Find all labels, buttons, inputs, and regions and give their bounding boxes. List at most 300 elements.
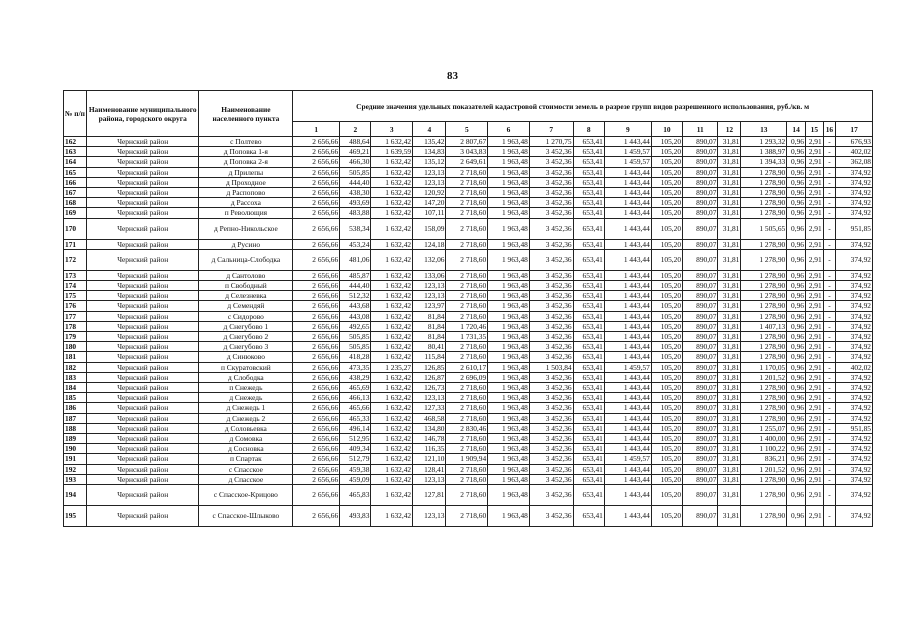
row-value-14: 0,96 [787,506,806,527]
row-number: 162 [64,137,87,147]
row-value-16: - [823,291,836,301]
row-value-10: 105,20 [651,137,682,147]
row-value-2: 512,95 [340,434,371,444]
row-value-17: 951,85 [836,423,873,433]
row-value-12: 31,81 [718,301,741,311]
row-value-5: 2 696,09 [446,372,488,382]
row-value-15: 2,91 [805,208,823,218]
row-value-3: 1 632,42 [371,454,413,464]
header-group-number: 4 [413,122,446,137]
row-number: 165 [64,167,87,177]
row-value-9: 1 459,57 [604,157,651,167]
row-value-11: 890,07 [683,239,718,249]
row-value-7: 3 452,36 [529,403,573,413]
table-row [64,413,873,423]
row-value-17: 362,08 [836,157,873,167]
header-group-number: 16 [823,122,836,137]
row-value-2: 409,34 [340,444,371,454]
row-settlement: д Проходное [199,177,293,187]
row-value-9: 1 443,44 [604,177,651,187]
row-value-5: 2 718,60 [446,188,488,198]
header-number: № п/п [64,91,87,137]
row-value-13: 1 278,90 [741,383,787,393]
row-district: Чернский район [86,218,199,239]
row-district: Чернский район [86,270,199,280]
row-value-11: 890,07 [683,249,718,270]
row-value-14: 0,96 [787,393,806,403]
row-value-10: 105,20 [651,301,682,311]
row-value-17: 374,92 [836,239,873,249]
row-value-14: 0,96 [787,177,806,187]
row-value-11: 890,07 [683,444,718,454]
row-value-4: 132,06 [413,249,446,270]
row-value-11: 890,07 [683,167,718,177]
row-value-4: 158,09 [413,218,446,239]
row-number: 182 [64,362,87,372]
row-value-6: 1 963,48 [488,177,530,187]
row-value-4: 115,84 [413,352,446,362]
row-settlement: д Семендяй [199,301,293,311]
row-value-7: 3 452,36 [529,321,573,331]
row-district: Чернский район [86,249,199,270]
row-number: 163 [64,147,87,157]
row-value-6: 1 963,48 [488,342,530,352]
row-value-3: 1 639,59 [371,147,413,157]
row-value-8: 653,41 [573,332,604,342]
row-value-9: 1 443,44 [604,464,651,474]
row-value-1: 2 656,66 [293,137,340,147]
row-value-12: 31,81 [718,281,741,291]
row-district: Чернский район [86,137,199,147]
row-value-14: 0,96 [787,157,806,167]
row-value-3: 1 632,42 [371,434,413,444]
row-value-11: 890,07 [683,352,718,362]
row-value-7: 3 452,36 [529,147,573,157]
row-value-6: 1 963,48 [488,270,530,280]
row-value-13: 1 278,90 [741,270,787,280]
row-value-17: 374,92 [836,454,873,464]
row-district: Чернский район [86,281,199,291]
header-group-number: 8 [573,122,604,137]
row-value-11: 890,07 [683,198,718,208]
row-value-17: 374,92 [836,198,873,208]
row-value-15: 2,91 [805,198,823,208]
row-value-5: 2 718,60 [446,464,488,474]
row-value-12: 31,81 [718,464,741,474]
row-district: Чернский район [86,464,199,474]
row-value-1: 2 656,66 [293,157,340,167]
row-value-15: 2,91 [805,157,823,167]
row-value-10: 105,20 [651,485,682,506]
row-value-15: 2,91 [805,281,823,291]
row-value-13: 1 278,90 [741,342,787,352]
row-value-2: 488,64 [340,137,371,147]
row-value-7: 3 452,36 [529,270,573,280]
row-district: Чернский район [86,485,199,506]
row-value-12: 31,81 [718,413,741,423]
header-group-number: 7 [529,122,573,137]
row-value-9: 1 443,44 [604,311,651,321]
row-value-8: 653,41 [573,372,604,382]
row-value-6: 1 963,48 [488,506,530,527]
row-value-9: 1 443,44 [604,372,651,382]
row-value-17: 951,85 [836,218,873,239]
row-district: Чернский район [86,444,199,454]
row-value-8: 653,41 [573,218,604,239]
row-value-13: 1 505,65 [741,218,787,239]
row-settlement: д Снежедь 2 [199,413,293,423]
row-value-9: 1 443,44 [604,342,651,352]
row-value-7: 3 452,36 [529,393,573,403]
row-value-6: 1 963,48 [488,218,530,239]
row-value-5: 2 718,60 [446,218,488,239]
row-value-14: 0,96 [787,423,806,433]
row-value-2: 465,69 [340,383,371,393]
row-value-15: 2,91 [805,321,823,331]
row-value-1: 2 656,66 [293,362,340,372]
row-value-12: 31,81 [718,372,741,382]
row-value-3: 1 632,42 [371,352,413,362]
row-value-15: 2,91 [805,270,823,280]
row-value-4: 81,84 [413,332,446,342]
table-body [64,137,873,527]
row-value-3: 1 632,42 [371,464,413,474]
row-value-13: 1 278,90 [741,188,787,198]
row-value-13: 1 100,22 [741,444,787,454]
row-settlement: д Сальница-Слободка [199,249,293,270]
row-value-12: 31,81 [718,434,741,444]
row-value-14: 0,96 [787,218,806,239]
row-value-8: 653,41 [573,474,604,484]
row-value-1: 2 656,66 [293,413,340,423]
row-value-4: 123,13 [413,281,446,291]
table-row [64,208,873,218]
row-value-2: 483,88 [340,208,371,218]
row-value-8: 653,41 [573,301,604,311]
row-value-15: 2,91 [805,218,823,239]
row-value-6: 1 963,48 [488,291,530,301]
row-number: 176 [64,301,87,311]
row-value-10: 105,20 [651,321,682,331]
row-value-15: 2,91 [805,332,823,342]
row-value-12: 31,81 [718,311,741,321]
row-district: Чернский район [86,506,199,527]
table-row [64,464,873,474]
row-value-9: 1 443,44 [604,291,651,301]
row-value-16: - [823,218,836,239]
row-value-4: 134,83 [413,147,446,157]
row-value-14: 0,96 [787,464,806,474]
row-settlement: д Поповка 2-я [199,157,293,167]
row-district: Чернский район [86,393,199,403]
row-value-16: - [823,137,836,147]
row-value-10: 105,20 [651,383,682,393]
row-value-15: 2,91 [805,352,823,362]
row-value-7: 1 503,84 [529,362,573,372]
row-value-4: 123,97 [413,301,446,311]
row-value-13: 1 278,90 [741,474,787,484]
row-value-5: 2 718,60 [446,506,488,527]
row-value-16: - [823,167,836,177]
row-value-2: 481,06 [340,249,371,270]
row-value-17: 374,92 [836,311,873,321]
row-settlement: д Рассоха [199,198,293,208]
row-value-17: 374,92 [836,393,873,403]
row-district: Чернский район [86,167,199,177]
row-value-11: 890,07 [683,454,718,464]
row-value-17: 374,92 [836,281,873,291]
row-district: Чернский район [86,403,199,413]
row-value-15: 2,91 [805,393,823,403]
row-value-10: 105,20 [651,188,682,198]
row-value-8: 653,41 [573,208,604,218]
row-value-3: 1 632,42 [371,270,413,280]
table-row [64,506,873,527]
row-value-3: 1 632,42 [371,177,413,187]
row-value-14: 0,96 [787,239,806,249]
row-settlement: д Сомовка [199,434,293,444]
row-value-15: 2,91 [805,454,823,464]
row-value-8: 653,41 [573,352,604,362]
row-value-13: 1 278,90 [741,177,787,187]
row-value-8: 653,41 [573,177,604,187]
row-value-2: 512,79 [340,454,371,464]
header-group-number: 3 [371,122,413,137]
row-value-6: 1 963,48 [488,332,530,342]
row-value-1: 2 656,66 [293,372,340,382]
row-value-9: 1 443,44 [604,423,651,433]
row-value-9: 1 443,44 [604,239,651,249]
row-value-10: 105,20 [651,362,682,372]
row-settlement: п Свободный [199,281,293,291]
row-value-1: 2 656,66 [293,474,340,484]
row-value-6: 1 963,48 [488,157,530,167]
row-settlement: д Снежедь 1 [199,403,293,413]
table-row [64,434,873,444]
table-row [64,372,873,382]
row-value-13: 1 278,90 [741,413,787,423]
row-value-14: 0,96 [787,332,806,342]
row-district: Чернский район [86,198,199,208]
row-value-13: 1 278,90 [741,393,787,403]
row-settlement: д Распопово [199,188,293,198]
row-value-3: 1 632,42 [371,198,413,208]
row-value-12: 31,81 [718,393,741,403]
row-value-3: 1 632,42 [371,393,413,403]
row-value-13: 1 278,90 [741,198,787,208]
row-value-12: 31,81 [718,423,741,433]
row-value-15: 2,91 [805,147,823,157]
row-value-6: 1 963,48 [488,403,530,413]
row-number: 192 [64,464,87,474]
row-value-16: - [823,403,836,413]
row-number: 188 [64,423,87,433]
table-row [64,321,873,331]
row-value-3: 1 632,42 [371,321,413,331]
row-value-7: 3 452,36 [529,485,573,506]
row-value-12: 31,81 [718,157,741,167]
row-value-5: 2 718,60 [446,311,488,321]
row-value-9: 1 443,44 [604,188,651,198]
row-value-5: 2 718,60 [446,301,488,311]
row-value-17: 374,92 [836,342,873,352]
row-value-14: 0,96 [787,137,806,147]
row-value-10: 105,20 [651,403,682,413]
row-value-1: 2 656,66 [293,208,340,218]
row-value-17: 402,02 [836,362,873,372]
row-value-16: - [823,177,836,187]
row-value-2: 485,87 [340,270,371,280]
row-value-16: - [823,464,836,474]
row-value-6: 1 963,48 [488,321,530,331]
row-value-12: 31,81 [718,321,741,331]
row-value-2: 418,28 [340,352,371,362]
row-value-3: 1 632,42 [371,506,413,527]
row-value-9: 1 443,44 [604,383,651,393]
row-settlement: с Спасское-Крицово [199,485,293,506]
row-value-9: 1 443,44 [604,474,651,484]
row-settlement: д Русино [199,239,293,249]
row-value-15: 2,91 [805,137,823,147]
row-value-6: 1 963,48 [488,474,530,484]
row-value-14: 0,96 [787,311,806,321]
row-value-7: 3 452,36 [529,208,573,218]
row-value-13: 1 201,52 [741,372,787,382]
row-value-8: 653,41 [573,485,604,506]
row-value-11: 890,07 [683,464,718,474]
row-value-14: 0,96 [787,362,806,372]
row-value-2: 512,32 [340,291,371,301]
row-value-14: 0,96 [787,454,806,464]
row-district: Чернский район [86,434,199,444]
row-value-17: 374,92 [836,403,873,413]
row-value-13: 1 278,90 [741,332,787,342]
row-value-12: 31,81 [718,270,741,280]
row-value-14: 0,96 [787,352,806,362]
row-value-10: 105,20 [651,413,682,423]
row-value-4: 126,73 [413,383,446,393]
row-district: Чернский район [86,321,199,331]
row-value-11: 890,07 [683,301,718,311]
row-value-2: 443,08 [340,311,371,321]
row-value-3: 1 632,42 [371,413,413,423]
row-value-5: 2 718,60 [446,270,488,280]
row-district: Чернский район [86,423,199,433]
row-value-3: 1 632,42 [371,208,413,218]
row-value-14: 0,96 [787,208,806,218]
row-value-3: 1 632,42 [371,383,413,393]
row-settlement: д Прилепы [199,167,293,177]
row-settlement: п Спартак [199,454,293,464]
row-value-16: - [823,362,836,372]
row-value-15: 2,91 [805,249,823,270]
row-value-12: 31,81 [718,167,741,177]
row-value-13: 1 400,00 [741,434,787,444]
row-value-2: 473,35 [340,362,371,372]
row-value-7: 3 452,36 [529,188,573,198]
row-value-11: 890,07 [683,434,718,444]
row-value-17: 374,92 [836,249,873,270]
row-value-5: 2 649,61 [446,157,488,167]
row-value-5: 3 043,83 [446,147,488,157]
row-value-16: - [823,485,836,506]
row-value-9: 1 443,44 [604,321,651,331]
row-number: 185 [64,393,87,403]
row-number: 166 [64,177,87,187]
header-group-number: 13 [741,122,787,137]
row-value-2: 444,40 [340,281,371,291]
table-row [64,403,873,413]
row-value-5: 2 718,60 [446,444,488,454]
row-value-12: 31,81 [718,239,741,249]
header-group-number: 2 [340,122,371,137]
row-value-1: 2 656,66 [293,383,340,393]
row-number: 177 [64,311,87,321]
row-value-3: 1 632,42 [371,372,413,382]
row-value-8: 653,41 [573,281,604,291]
table-row [64,362,873,372]
row-value-9: 1 443,44 [604,352,651,362]
row-value-16: - [823,393,836,403]
row-value-13: 1 278,90 [741,485,787,506]
row-value-6: 1 963,48 [488,249,530,270]
header-group-number: 1 [293,122,340,137]
table-row [64,454,873,464]
table-row [64,147,873,157]
row-value-10: 105,20 [651,506,682,527]
row-value-6: 1 963,48 [488,454,530,464]
row-value-7: 3 452,36 [529,464,573,474]
row-value-6: 1 963,48 [488,444,530,454]
row-district: Чернский район [86,372,199,382]
row-value-12: 31,81 [718,403,741,413]
row-value-3: 1 632,42 [371,332,413,342]
row-value-3: 1 632,42 [371,188,413,198]
table-row [64,239,873,249]
row-value-3: 1 632,42 [371,403,413,413]
row-value-12: 31,81 [718,208,741,218]
row-number: 179 [64,332,87,342]
row-value-7: 3 452,36 [529,301,573,311]
row-number: 181 [64,352,87,362]
row-value-5: 2 718,60 [446,474,488,484]
row-value-6: 1 963,48 [488,301,530,311]
row-value-14: 0,96 [787,167,806,177]
row-district: Чернский район [86,177,199,187]
row-value-10: 105,20 [651,177,682,187]
row-value-16: - [823,454,836,464]
row-value-9: 1 443,44 [604,413,651,423]
row-value-13: 1 278,90 [741,291,787,301]
row-value-4: 123,13 [413,506,446,527]
row-value-7: 3 452,36 [529,372,573,382]
row-value-7: 3 452,36 [529,218,573,239]
row-value-9: 1 443,44 [604,485,651,506]
table-row [64,198,873,208]
table-row [64,249,873,270]
row-value-14: 0,96 [787,147,806,157]
row-value-7: 3 452,36 [529,474,573,484]
row-value-10: 105,20 [651,239,682,249]
row-value-14: 0,96 [787,444,806,454]
row-value-9: 1 443,44 [604,137,651,147]
row-value-9: 1 443,44 [604,301,651,311]
row-value-16: - [823,506,836,527]
row-value-4: 468,58 [413,413,446,423]
row-value-4: 123,13 [413,393,446,403]
row-value-15: 2,91 [805,403,823,413]
row-value-7: 3 452,36 [529,506,573,527]
